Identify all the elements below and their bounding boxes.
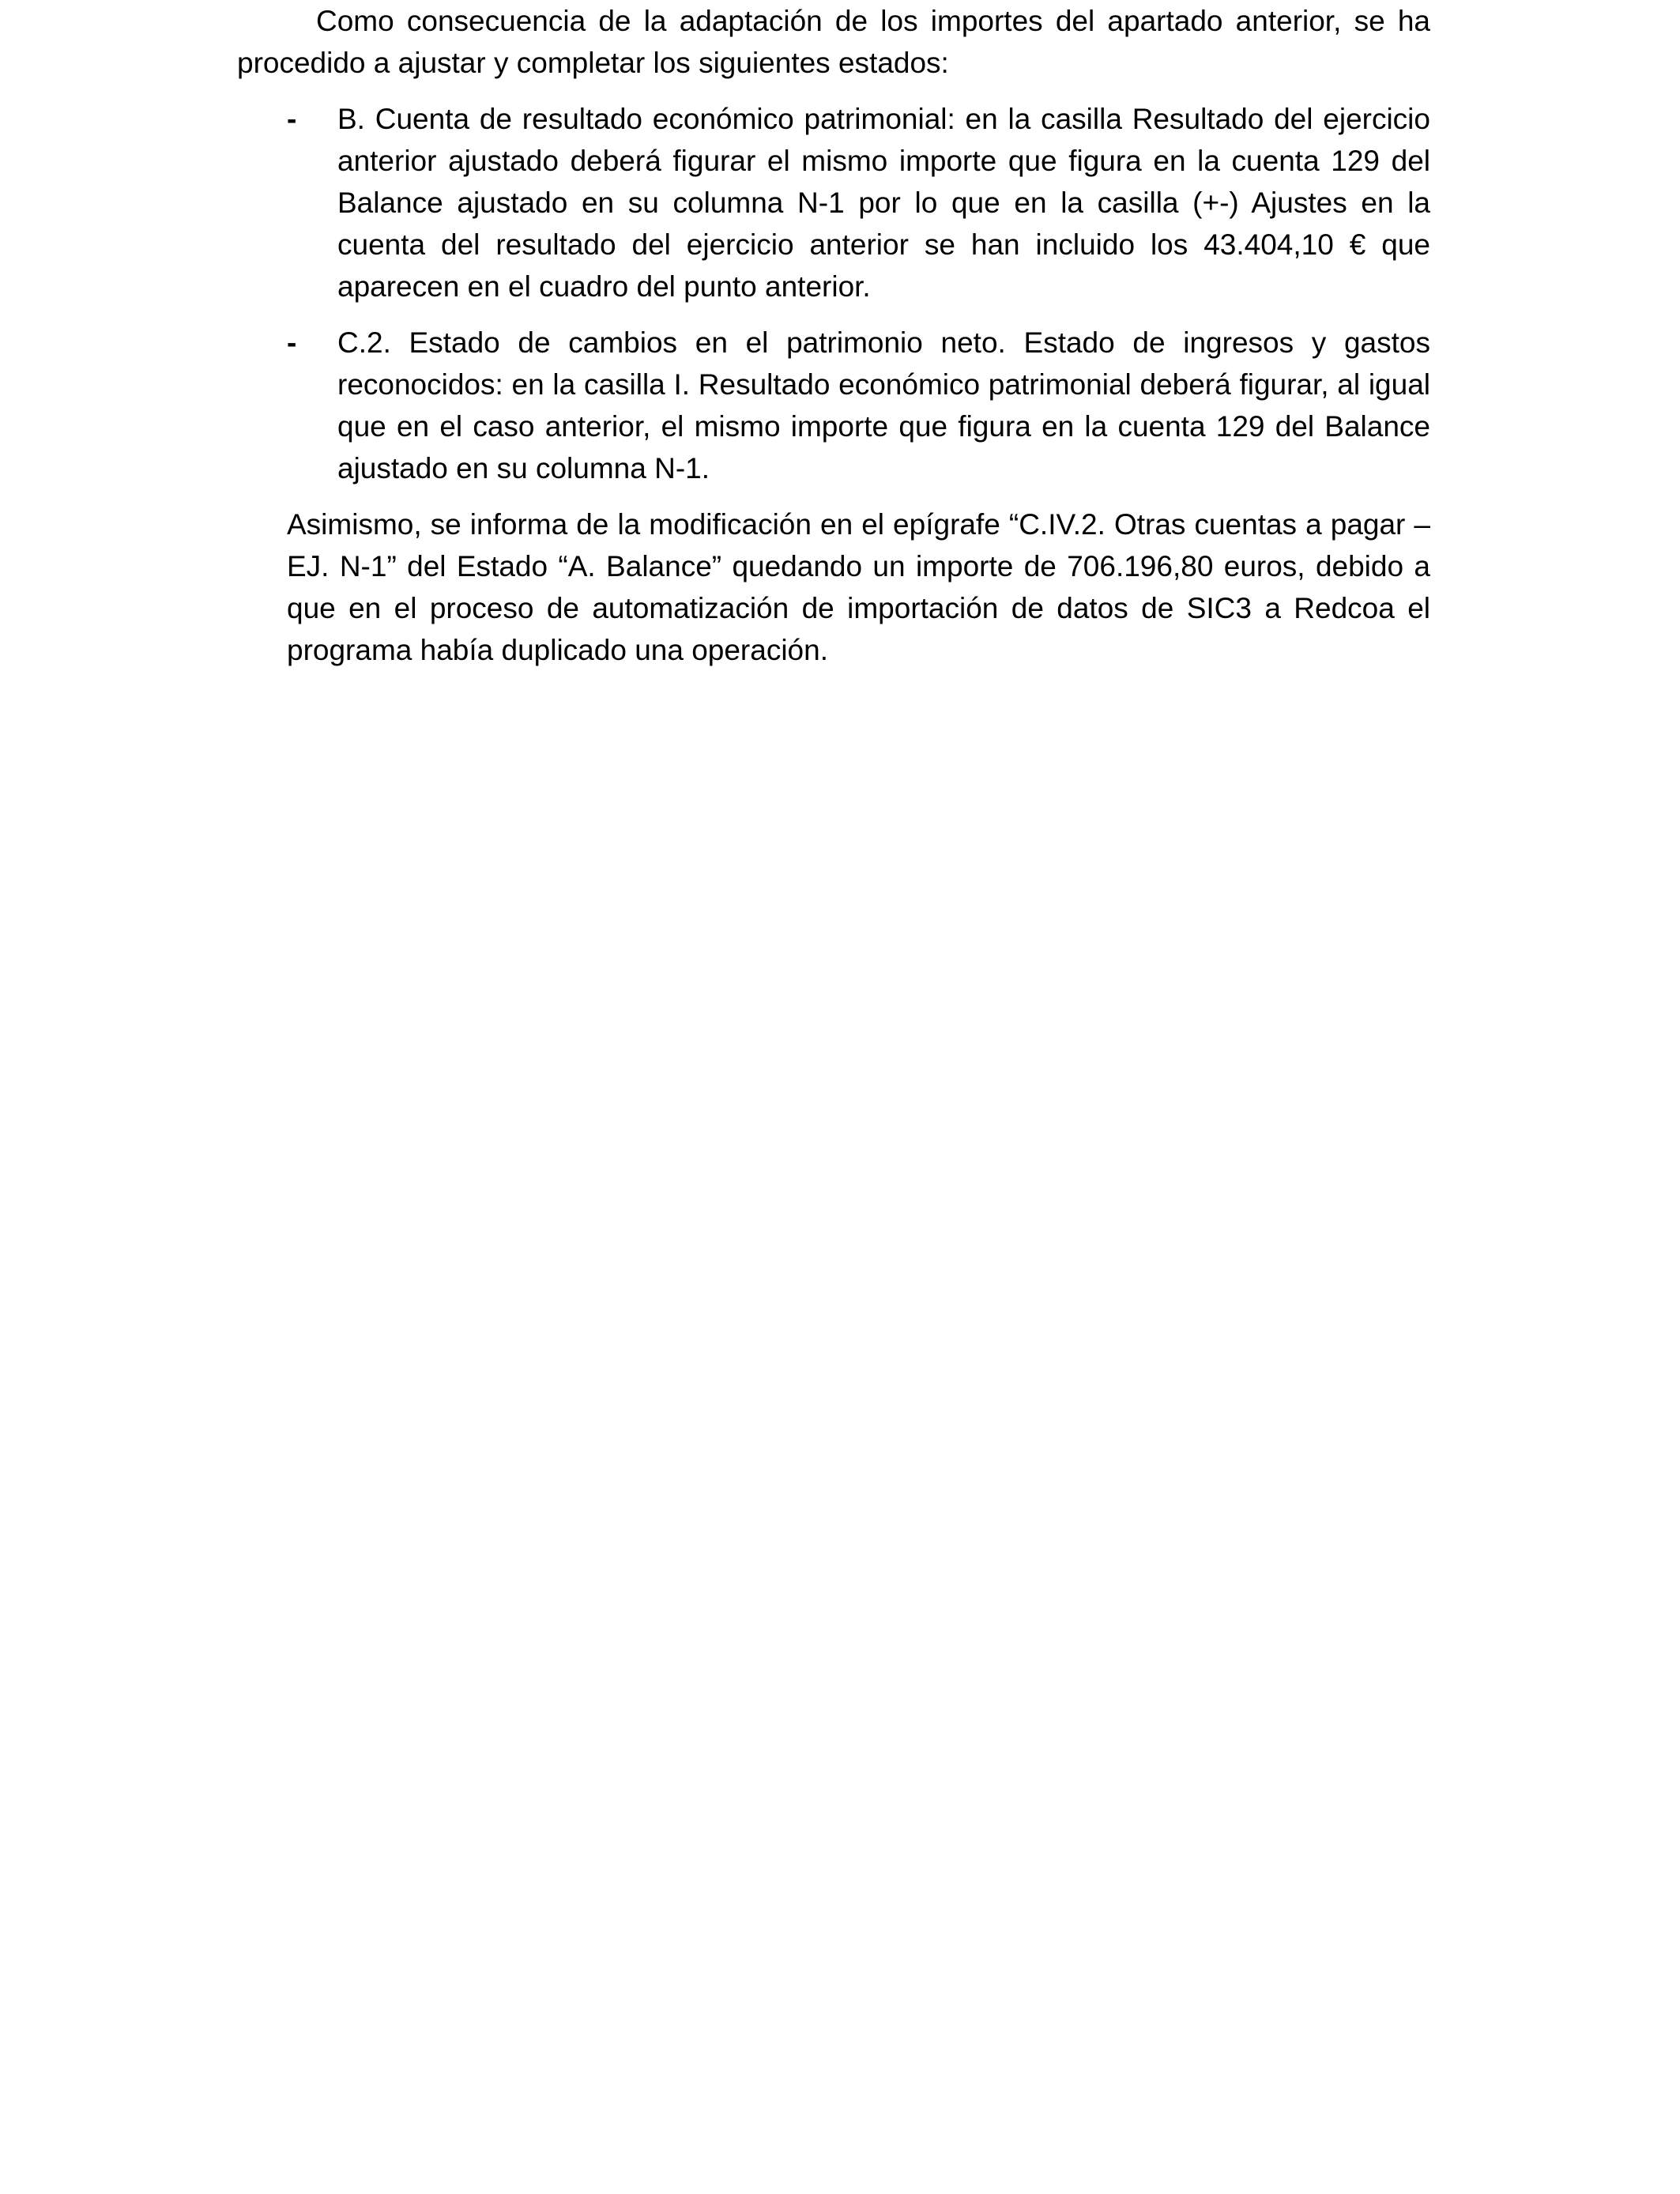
list-item-text: C.2. Estado de cambios en el patrimonio neto. Estado de ingresos y gastos reconocidos: en la casilla I. Resultado económico patrimonial deberá figurar, al igual que en el caso anterior, el mismo importe que figura en la cuenta 129 del Balance ajustado en su columna N-1. [337,326,1430,484]
bullet-marker: - [287,103,297,135]
adjusted-statements-list [237,98,1430,489]
bullet-marker: - [287,326,297,359]
closing-paragraph: Asimismo, se informa de la modificación en el epígrafe “C.IV.2. Otras cuentas a pagar – EJ. N-1” del Estado “A. Balance” quedando un importe de 706.196,80 euros, debido a que en el proceso de automatización de importación de datos de SIC3 a Redcoa el programa había duplicado una operación. [287,508,1430,666]
list-item [237,98,1430,307]
list-item-text: B. Cuenta de resultado económico patrimonial: en la casilla Resultado del ejercicio anterior ajustado deberá figurar el mismo importe que figura en la cuenta 129 del Balance ajustado en su columna N-1 por lo que en la casilla (+-) Ajustes en la cuenta del resultado del ejercicio anterior se han incluido los 43.404,10 € que aparecen en el cuadro del punto anterior. [337,103,1430,303]
document-body [237,0,1430,671]
intro-paragraph: Como consecuencia de la adaptación de los importes del apartado anterior, se ha procedido a ajustar y completar los siguientes estados: [237,5,1430,79]
list-item [237,322,1430,489]
